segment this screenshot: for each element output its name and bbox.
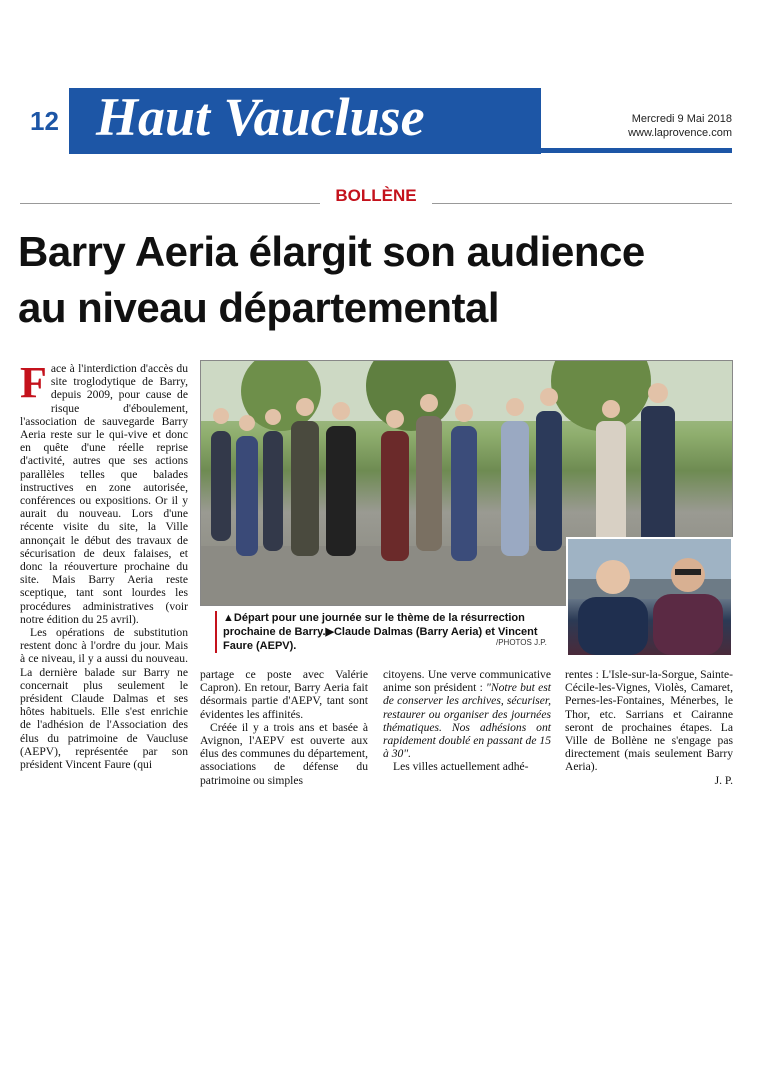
article-column-3 xyxy=(383,668,551,774)
paragraph xyxy=(383,668,551,760)
paragraph: Créée il y a trois ans et basée à Avignon, l'AEPV est ouverte aux élus des communes du département, associations de défense du patrimoine ou simples xyxy=(200,720,368,787)
author-signature: J. P. xyxy=(714,773,733,787)
issue-date: Mercredi 9 Mai 2018 xyxy=(631,113,732,125)
article-column-4 xyxy=(565,668,733,787)
portrait-photo-illustration xyxy=(568,539,731,655)
portrait-photo xyxy=(566,537,733,657)
paragraph-text: ace à l'interdiction d'accès du site troglodytique de Barry, depuis 2009, pour cause de risque d'éboulement, l'association de sauvegarde Barry Aeria reste sur le qui-vive et donc en quête d'une réelle reprise d'activité, autres que ses actions parallèles telles que balades instructives en zone autorisée, conférences ou expositions. Or il y aurait du nouveau. Lors d'une récente visite du site, la Ville annonçait le début des travaux de sécurisation de deux falaises, et donc la réouverture prochaine du site. Mais Barry Aeria reste sceptique, tant sont lourdes les procédures administratives (voir notre édition du 25 avril). xyxy=(20,362,188,626)
section-title: Haut Vaucluse xyxy=(96,87,425,147)
kicker-rule-right xyxy=(432,203,732,204)
photo-credit: /PHOTOS J.P. xyxy=(496,638,547,647)
photo-caption: ▲Départ pour une journée sur le thème de la résurrection prochaine de Barry.▶Claude Dalmas (Barry Aeria) et Vincent Faure (AEPV). xyxy=(215,611,568,653)
paragraph: Les villes actuellement adhé- xyxy=(393,760,529,774)
president-quote: "Notre but est de conserver les archives, sécuriser, restaurer ou organiser des journées thématiques. Nos adhésions ont rapidement doublé en passant de 15 à 30". xyxy=(383,681,551,761)
paragraph: rentes : L'Isle-sur-la-Sorgue, Sainte-Cécile-les-Vignes, Violès, Camaret, Pernes-les-Fontaines, Ménerbes, le Thor, etc. Sarrians et Cairanne seront de prochaines étapes. La Ville de Bollène ne s'engage pas directement (mais seulement Barry Aeria). xyxy=(565,668,733,774)
website-link[interactable]: www.laprovence.com xyxy=(628,127,732,139)
headline-line-1: Barry Aeria élargit son audience xyxy=(18,228,645,275)
headline-line-2: au niveau départemental xyxy=(18,284,499,331)
kicker-location: BOLLÈNE xyxy=(322,186,430,206)
kicker-rule-left xyxy=(20,203,320,204)
paragraph: Les opérations de substitution restent donc à l'ordre du jour. Mais à ce niveau, il y a aussi du nouveau. La dernière balade sur Barry ne concernait plus seulement le président Claude Dalmas et ses hôtes habituels. Elle s'est enrichie de l'adhésion de l'Association des élus du patrimoine de Vaucluse (AEPV), représentée par son président Vincent Faure (qui xyxy=(20,626,188,772)
headline xyxy=(18,224,733,336)
paragraph-text: citoyens. Une verve communicative anime son président : xyxy=(383,668,551,695)
page-number: 12 xyxy=(20,88,75,154)
paragraph xyxy=(20,358,188,626)
paragraph: partage ce poste avec Valérie Capron). En retour, Barry Aeria fait désormais partie d'AEPV, tant sont évidentes les affinités. xyxy=(200,668,368,721)
dropcap: F xyxy=(20,358,47,407)
article-column-1 xyxy=(20,358,188,772)
article-column-2 xyxy=(200,668,368,787)
